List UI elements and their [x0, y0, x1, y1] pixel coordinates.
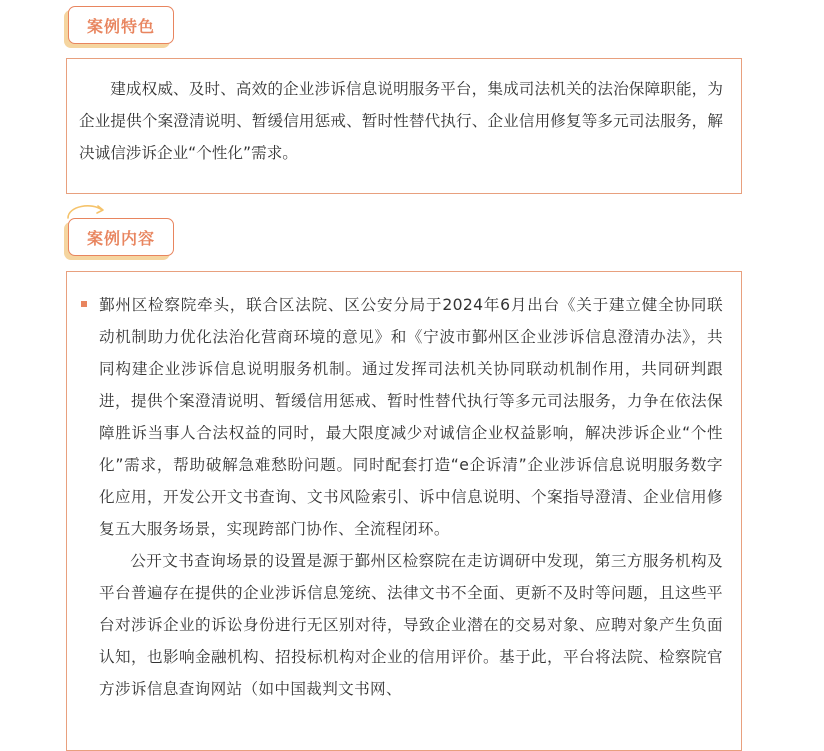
case-features-box [66, 58, 742, 194]
case-content-bullet-text: 鄞州区检察院牵头，联合区法院、区公安分局于2024年6月出台《关于建立健全协同联动机制助力优化法治化营商环境的意见》和《宁波市鄞州区企业涉诉信息澄清办法》，共同构建企业涉诉信息说明服务机制。通过发挥司法机关协同联动机制作用，共同研判跟进，提供个案澄清说明、暂缓信用惩戒、暂时性替代执行等多元司法服务，力争在依法保障胜诉当事人合法权益的同时，最大限度减少对诚信企业权益影响，解决涉诉企业“个性化”需求，帮助破解急难愁盼问题。同时配套打造“e企诉清”企业涉诉信息说明服务数字化应用，开发公开文书查询、文书风险索引、诉中信息说明、个案指导澄清、企业信用修复五大服务场景，实现跨部门协作、全流程闭环。 [99, 296, 723, 538]
section-title-case-content: 案例内容 [68, 218, 174, 256]
section-title-case-features: 案例特色 [68, 6, 174, 44]
case-features-text: 建成权威、及时、高效的企业涉诉信息说明服务平台，集成司法机关的法治保障职能，为企业提供个案澄清说明、暂缓信用惩戒、暂时性替代执行、企业信用修复等多元司法服务，解决诚信涉诉企业“个性化”需求。 [79, 80, 723, 162]
list-item [79, 289, 723, 545]
bullet-icon [81, 301, 87, 307]
case-content-box [66, 271, 742, 751]
case-content-paragraph: 公开文书查询场景的设置是源于鄞州区检察院在走访调研中发现，第三方服务机构及平台普遍存在提供的企业涉诉信息笼统、法律文书不全面、更新不及时等问题，且这些平台对涉诉企业的诉讼身份进行无区别对待，导致企业潜在的交易对象、应聘对象产生负面认知，也影响金融机构、招投标机构对企业的信用评价。基于此，平台将法院、检察院官方涉诉信息查询网站（如中国裁判文书网、 [99, 552, 723, 698]
